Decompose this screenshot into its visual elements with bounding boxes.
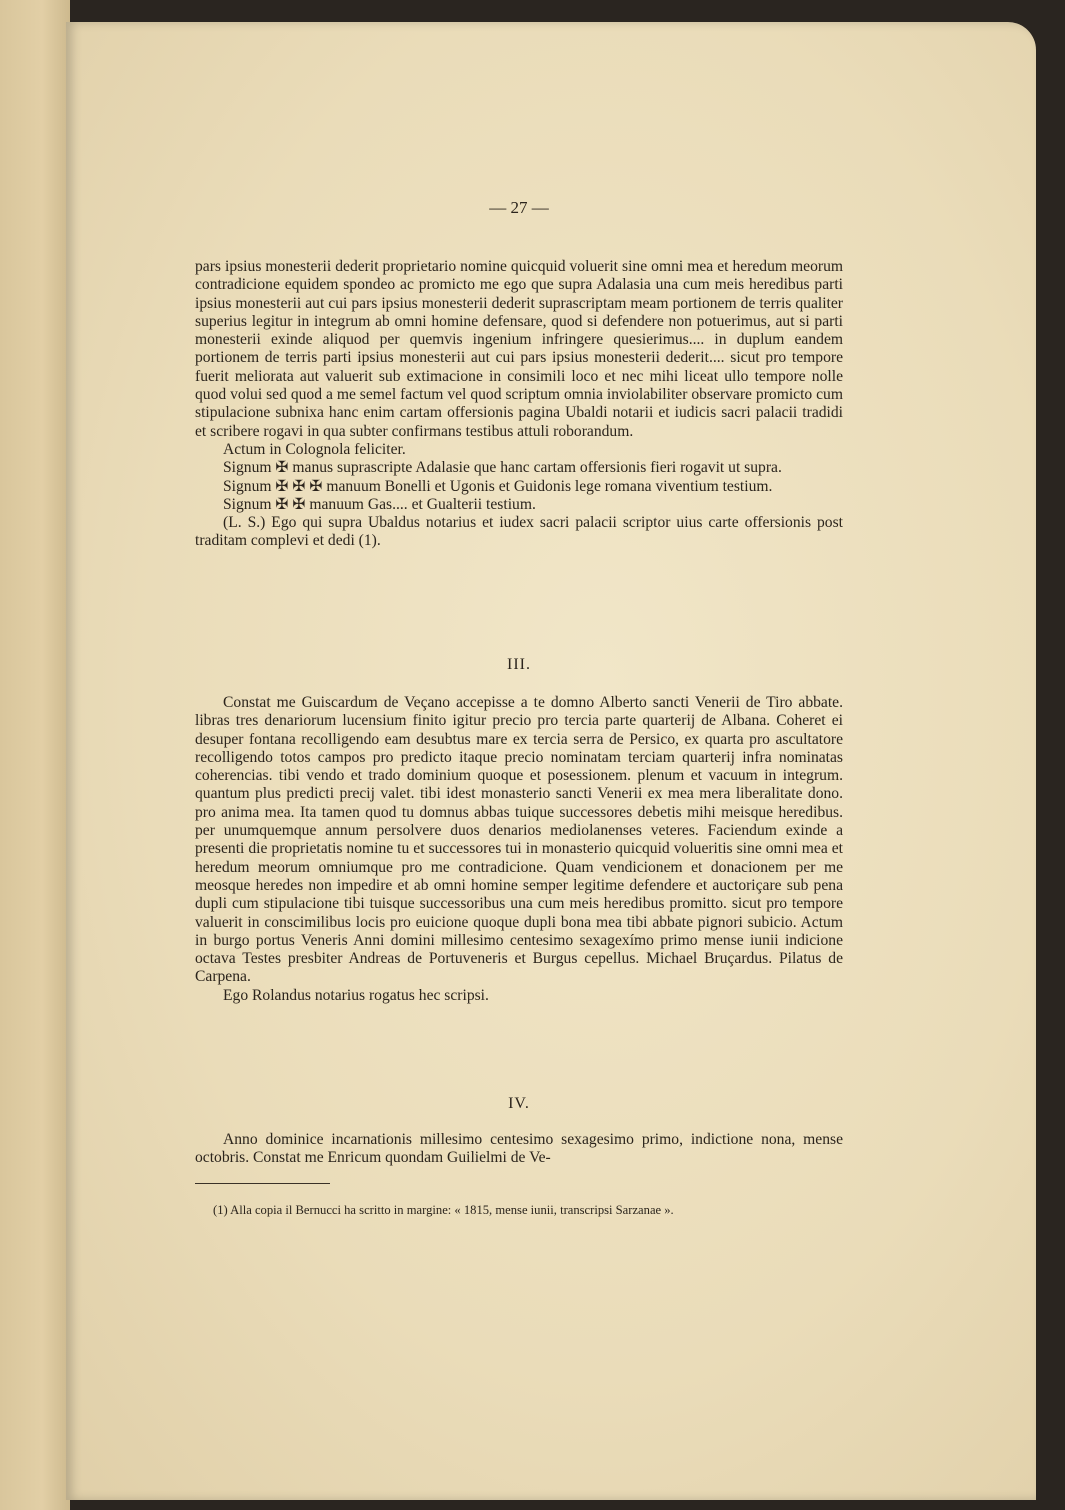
facing-page-edge [0,0,70,1510]
charter-ii-continuation [195,258,843,551]
paragraph-iii: Constat me Guiscardum de Veçano accepisse a te domno Alberto sancti Venerii de Tiro abbate. libras tres denariorum lucensium finito igitur precio pro tercia parte quarterij de Albana. Coheret ei desuper fontana recolligendo eam desubtus mare ex tercia serra de Persico, ex quarta pro ascultatore recolligendo totos campos pro predicto itaque precio nominatam terciam quarterij infra nominatas coherencias. tibi vendo et trado dominium quoque et posessionem. plenum et vacuum in integrum. quantum plus predicti precij valet. tibi idest monasterio sancti Venerii ex mea mera liberalitate dono. pro anima mea. Ita tamen quod tu domnus abbas tuique successores debetis mihi meisque heredibus. per unumquemque annum persolvere duos denarios mediolanenses veteres. Faciendum exinde a presenti die proprietatis nomine tu et successores tui in monasterio quicquid volueritis sine omni mea et heredum meorum omniumque pro me contradicione. Quam vendicionem et donacionem per me meosque heredes non impedire et ab omni homine semper legitime defendere et auctoriçare sub pena dupli cum stipulacione tibi tuisque successoribus una cum meis heredibus promitto. sicut pro tempore valuerit in conscimilibus locis pro euicione quoque dupli bona mea tibi abbate pignori subicio. Actum in burgo portus Veneris Anni domini millesimo centesimo sexagexímo primo mense iunii indicione octava Testes presbiter Andreas de Portuveneris et Burgus cepellus. Michael Bruçardus. Pilatus de Carpena. [195,694,843,986]
paragraph-iv: Anno dominice incarnationis millesimo centesimo sexagesimo primo, indictione nona, mense octobris. Constat me Enricum quondam Guilielmi de Ve- [195,1131,843,1167]
footnote-divider [195,1183,330,1184]
book-page [66,22,1036,1500]
charter-iii [195,694,843,1005]
rolandus-subscription: Ego Rolandus notarius rogatus hec scripsi. [223,986,489,1004]
signum-line-2: Signum ✠ ✠ ✠ manuum Bonelli et Ugonis et Guidonis lege romana viventium testium. [223,477,773,495]
footnote: (1) Alla copia il Bernucci ha scritto in margine: « 1815, mense iunii, transcripsi Sarzanae ». [213,1203,674,1217]
notary-subscription: (L. S.) Ego qui supra Ubaldus notarius et iudex sacri palacii scriptor uius carte offersionis post traditam complevi et dedi (1). [195,514,843,550]
section-heading-iii: III. [507,656,531,673]
paragraph-1: pars ipsius monesterii dederit proprietario nomine quicquid voluerit sine omni mea et heredum meorum contradicione equidem spondeo ac promicto me ego que supra Adalasia una cum meis heredibus parti ipsius monesterii aut cui pars ipsius monesterii dederit suprascriptam meam portionem de terris qualiter superius legitur in integrum ab omni homine defensare, quod si defendere non potuerimus, aut si parti monesterii exinde aliquod per quemvis ingenium infringere quesierimus.... in duplum eandem portionem de terris parti ipsius monesterii aut cui pars ipsius monesterii dederit.... sicut pro tempore fuerit meliorata aut valuerit sub extimacione in consimili loco et nec mihi liceat ullo tempore nolle quod volui sed quod a me semel factum vel quod scriptum omnia inviolabiliter observare promicto cum stipulacione subnixa hanc enim cartam offersionis pagina Ubaldi notarii et iudicis sacri palacii tradidi et scribere rogavi in qua subter confirmans testibus attuli roborandum. [195,258,843,440]
signum-line-3: Signum ✠ ✠ manuum Gas.... et Gualterii testium. [223,495,536,513]
page-number: — 27 — [489,198,549,217]
charter-iv [195,1131,843,1168]
section-heading-iv: IV. [508,1095,530,1112]
signum-line-1: Signum ✠ manus suprascripte Adalasie que hanc cartam offersionis fieri rogavit ut supra. [223,459,782,477]
actum-line: Actum in Colognola feliciter. [223,440,406,458]
